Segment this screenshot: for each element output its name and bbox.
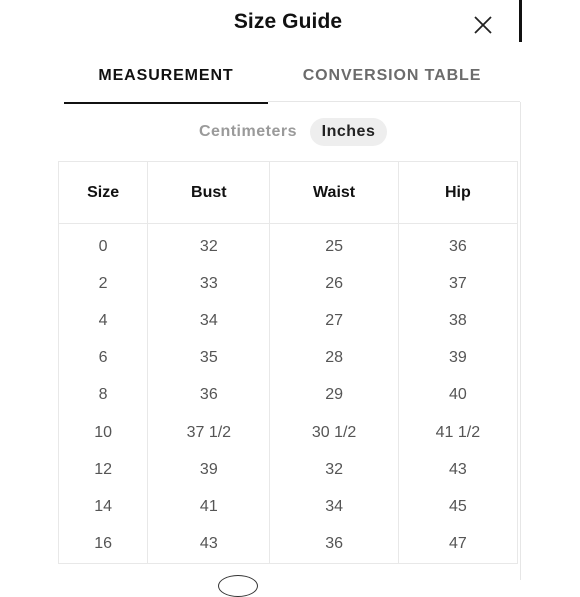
cell-hip: 41 1/2 (398, 414, 517, 451)
column-header-size: Size (59, 162, 148, 224)
cell-bust: 39 (148, 451, 270, 488)
table-row (59, 414, 518, 451)
cell-waist: 36 (270, 526, 398, 564)
cell-bust: 33 (148, 265, 270, 302)
cell-hip: 38 (398, 302, 517, 339)
cell-hip: 47 (398, 526, 517, 564)
cell-size: 14 (59, 488, 148, 525)
table-row (59, 377, 518, 414)
close-icon (471, 13, 495, 37)
table-row (59, 302, 518, 339)
table-row (59, 451, 518, 488)
cell-size: 8 (59, 377, 148, 414)
cell-size: 6 (59, 340, 148, 377)
cell-bust: 35 (148, 340, 270, 377)
partial-circle-icon (218, 575, 258, 597)
cell-waist: 26 (270, 265, 398, 302)
size-table (58, 161, 518, 564)
cell-hip: 37 (398, 265, 517, 302)
cell-waist: 25 (270, 224, 398, 266)
cell-bust: 36 (148, 377, 270, 414)
table-row (59, 265, 518, 302)
cell-hip: 43 (398, 451, 517, 488)
cell-size: 2 (59, 265, 148, 302)
cell-bust: 32 (148, 224, 270, 266)
cell-waist: 32 (270, 451, 398, 488)
tab-bar (64, 62, 520, 104)
page-title: Size Guide (233, 10, 343, 33)
cell-hip: 39 (398, 340, 517, 377)
cell-size: 4 (59, 302, 148, 339)
unit-option-centimeters[interactable]: Centimeters (199, 123, 297, 140)
table-header-row (59, 162, 518, 224)
cell-bust: 41 (148, 488, 270, 525)
cell-waist: 30 1/2 (270, 414, 398, 451)
panel-divider (520, 102, 521, 580)
unit-toggle (0, 118, 580, 146)
cell-size: 0 (59, 224, 148, 266)
table-row (59, 526, 518, 564)
close-button[interactable] (471, 13, 495, 37)
table-row (59, 488, 518, 525)
column-header-hip: Hip (398, 162, 517, 224)
cell-size: 16 (59, 526, 148, 564)
tab-divider (268, 101, 520, 102)
column-header-waist: Waist (270, 162, 398, 224)
tab-measurement[interactable]: MEASUREMENT (64, 62, 268, 104)
cell-bust: 37 1/2 (148, 414, 270, 451)
cell-bust: 34 (148, 302, 270, 339)
table-row (59, 340, 518, 377)
unit-option-inches[interactable]: Inches (310, 118, 387, 146)
cell-size: 10 (59, 414, 148, 451)
table-row (59, 224, 518, 266)
cell-waist: 29 (270, 377, 398, 414)
column-header-bust: Bust (148, 162, 270, 224)
cell-bust: 43 (148, 526, 270, 564)
scroll-edge-bar (519, 0, 522, 42)
tab-conversion-table[interactable]: CONVERSION TABLE (302, 67, 482, 84)
cell-hip: 40 (398, 377, 517, 414)
cell-waist: 27 (270, 302, 398, 339)
cell-hip: 36 (398, 224, 517, 266)
cell-waist: 28 (270, 340, 398, 377)
cell-hip: 45 (398, 488, 517, 525)
cell-waist: 34 (270, 488, 398, 525)
cell-size: 12 (59, 451, 148, 488)
